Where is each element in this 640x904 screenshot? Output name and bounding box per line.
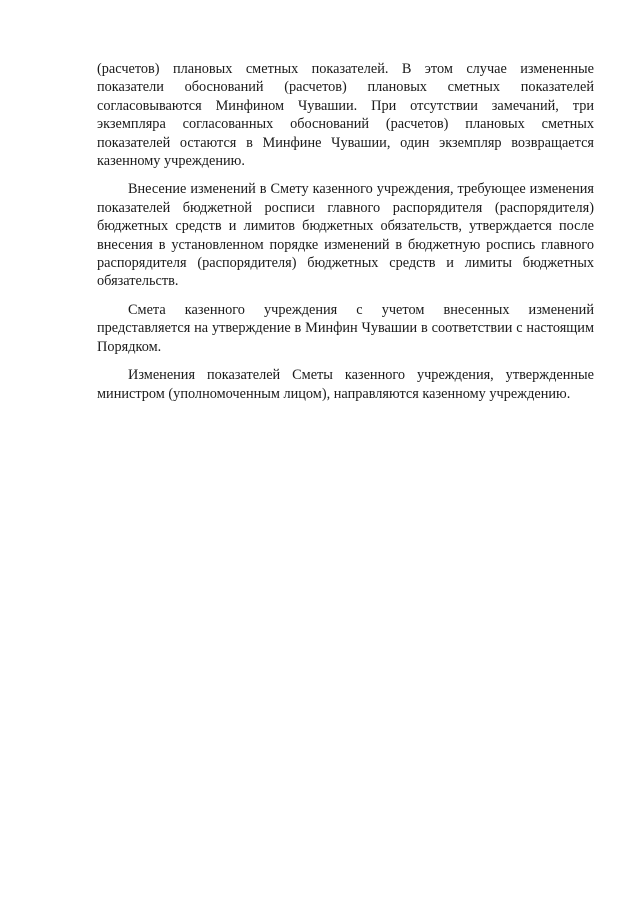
paragraph-budget-changes: Внесение изменений в Смету казенного учреждения, требующее изменения показателей бюджетной росписи главного распорядителя (распорядителя) бюджетных средств и лимитов бюджетных обязательств, утверждается после внесения в установленном порядке изменений в бюджетную роспись главного распорядителя (распорядителя) бюджетных средств и лимиты бюджетных обязательств. [97, 181, 594, 290]
document-page [97, 60, 594, 413]
paragraph-approved-changes: Изменения показателей Сметы казенного учреждения, утвержденные министром (уполномоченным лицом), направляются казенному учреждению. [97, 367, 594, 402]
paragraph-submission: Смета казенного учреждения с учетом внесенных изменений представляется на утверждение в Минфин Чувашии в соответствии с настоящим Порядком. [97, 301, 594, 355]
paragraph-continuation: (расчетов) плановых сметных показателей. В этом случае измененные показатели обоснований (расчетов) плановых сметных показателей согласовываются Минфином Чувашии. При отсутствии замечаний, три экземпляра согласованных обоснований (расчетов) плановых сметных показателей остаются в Минфине Чувашии, один экземпляр возвращается казенному учреждению. [97, 61, 594, 170]
